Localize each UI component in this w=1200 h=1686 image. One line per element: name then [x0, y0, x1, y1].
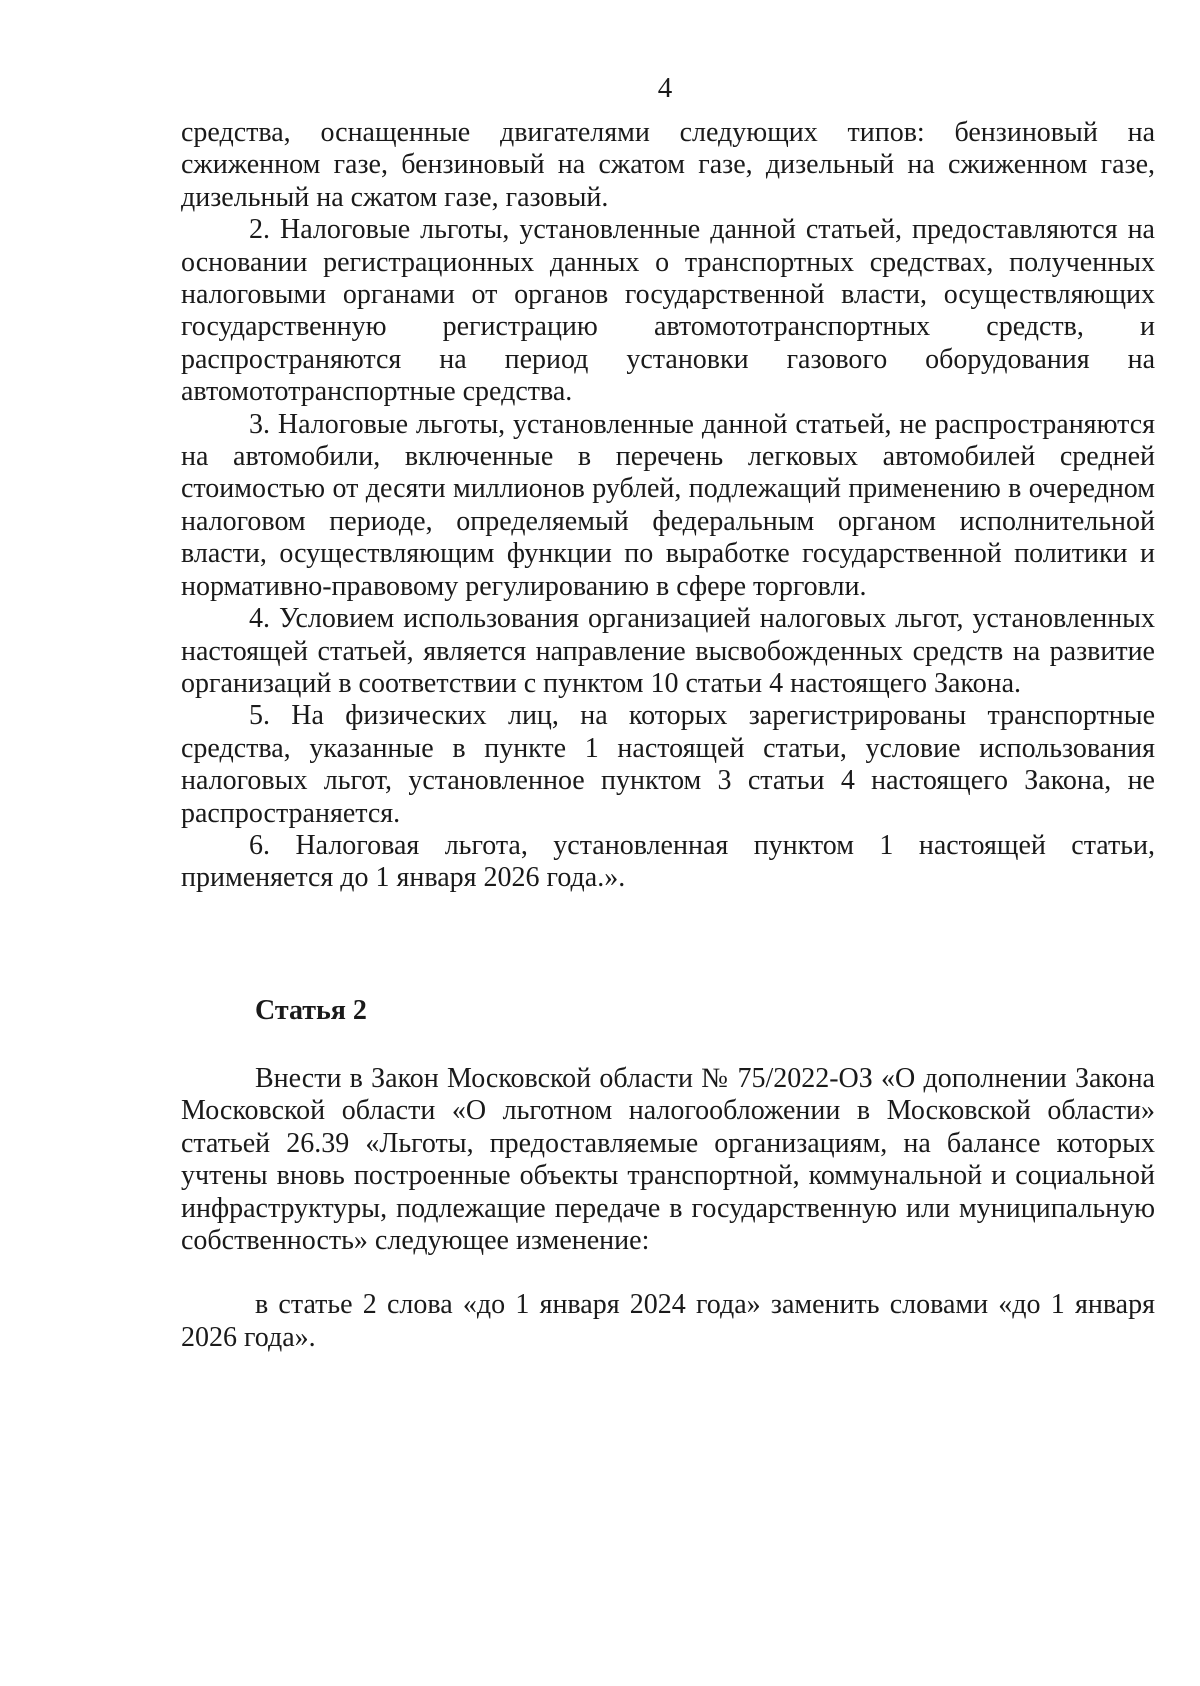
paragraph-6: 6. Налоговая льгота, установленная пунктом 1 настоящей статьи, применяется до 1 января 2026 года.».	[181, 829, 1155, 894]
paragraph-5: 5. На физических лиц, на которых зарегистрированы транспортные средства, указанные в пункте 1 настоящей статьи, условие использования налоговых льгот, установленное пунктом 3 статьи 4 настоящего Закона, не распространяется.	[181, 700, 1155, 829]
article-1-continuation	[181, 117, 1155, 895]
paragraph-3: 3. Налоговые льготы, установленные данной статьей, не распространяются на автомобили, включенные в перечень легковых автомобилей средней стоимостью от десяти миллионов рублей, подлежащий применению в очередном налоговом периоде, определяемый федеральным органом исполнительной власти, осуществляющим функции по выработке государственной политики и нормативно-правовому регулированию в сфере торговли.	[181, 408, 1155, 602]
paragraph-4: 4. Условием использования организацией налоговых льгот, установленных настоящей статьей, является направление высвобожденных средств на развитие организаций в соответствии с пунктом 10 статьи 4 настоящего Закона.	[181, 603, 1155, 699]
paragraph-2: 2. Налоговые льготы, установленные данной статьей, предоставляются на основании регистрационных данных о транспортных средствах, полученных налоговыми органами от органов государственной власти, осуществляющих государственную регистрацию автомототранспортных средств, и распространяются на период установки газового оборудования на автомототранспортные средства.	[181, 214, 1155, 408]
article-2-amendment: в статье 2 слова «до 1 января 2024 года» заменить словами «до 1 января 2026 года».	[181, 1289, 1155, 1353]
paragraph-continuation: средства, оснащенные двигателями следующих типов: бензиновый на сжиженном газе, бензиновый на сжатом газе, дизельный на сжиженном газе, дизельный на сжатом газе, газовый.	[181, 117, 1155, 213]
page-number: 4	[657, 72, 673, 104]
article-2-heading: Статья 2	[255, 995, 367, 1026]
article-2-intro: Внести в Закон Московской области № 75/2022-ОЗ «О дополнении Закона Московской области «О льготном налогообложении в Московской области» статьей 26.39 «Льготы, предоставляемые организациям, на балансе которых учтены вновь построенные объекты транспортной, коммунальной и социальной инфраструктуры, подлежащие передаче в государственную или муниципальную собственность» следующее изменение:	[181, 1063, 1155, 1257]
article-2-body	[181, 1063, 1155, 1354]
